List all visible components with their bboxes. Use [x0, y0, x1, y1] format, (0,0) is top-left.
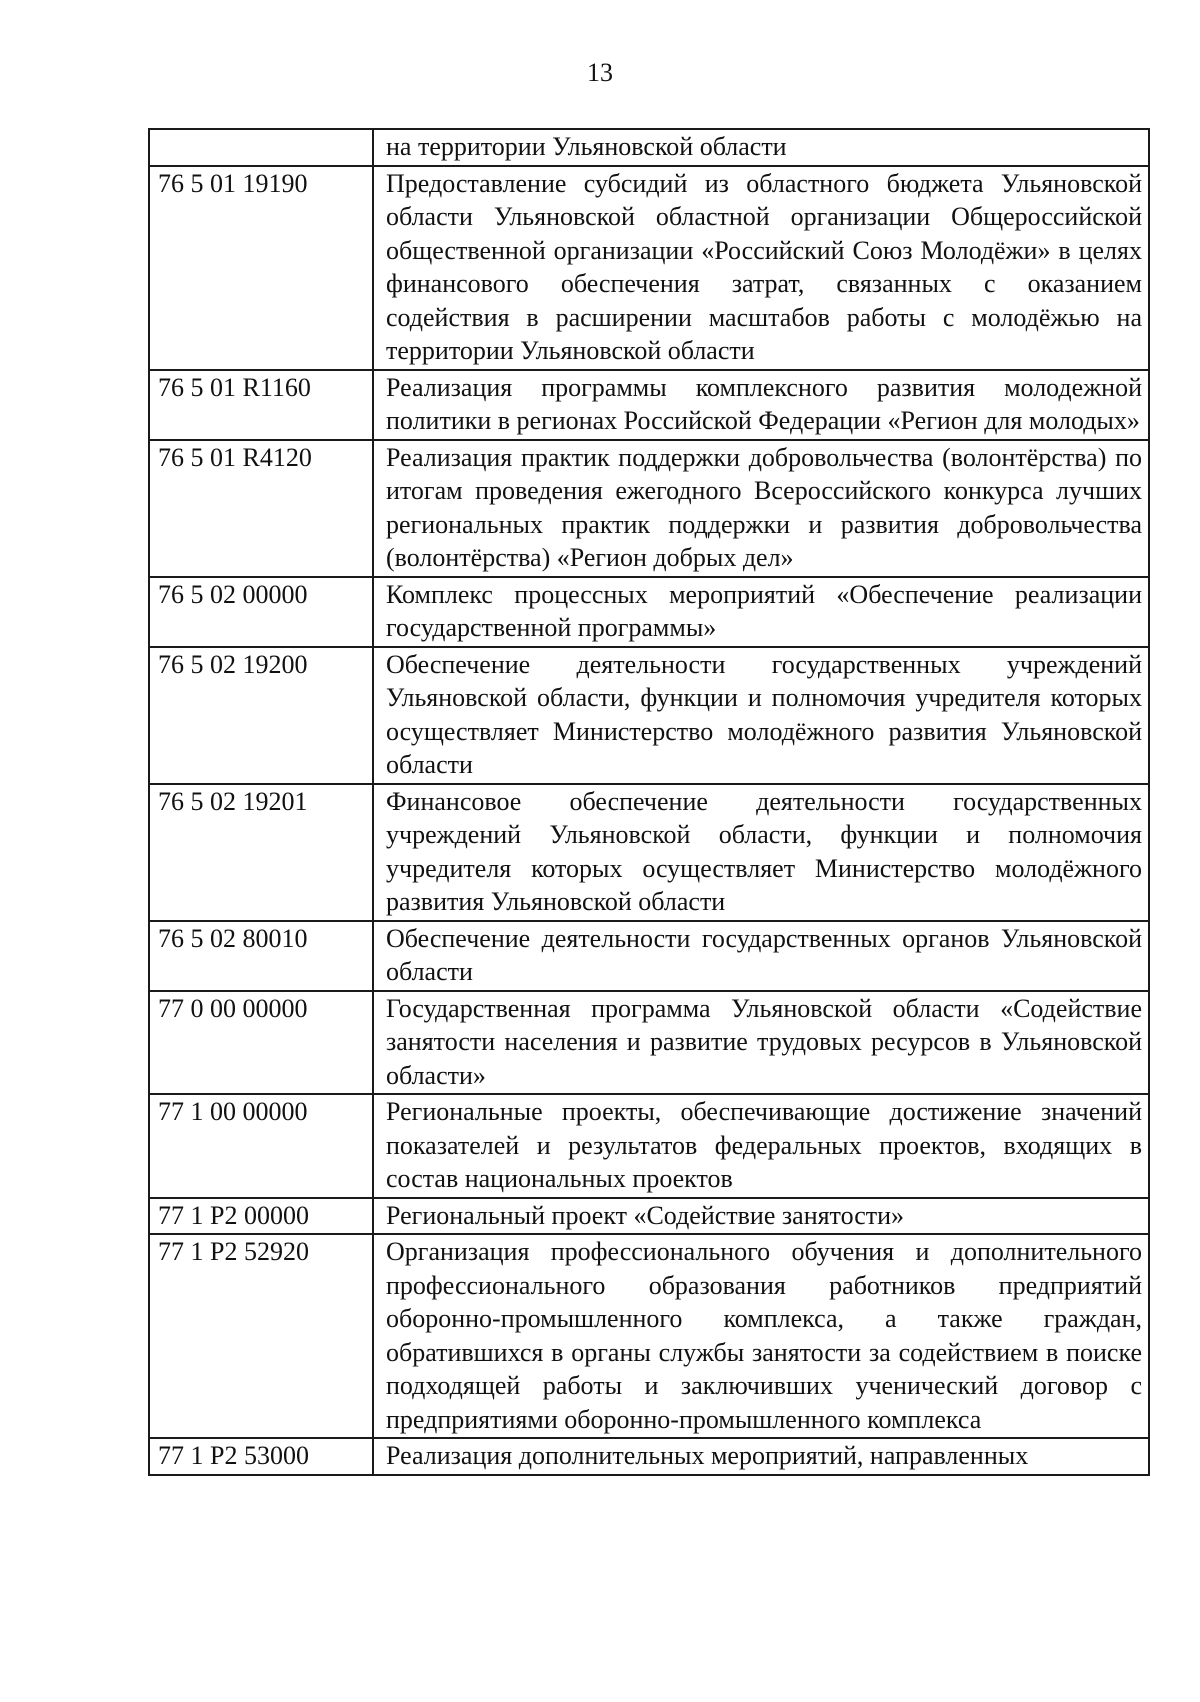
- code-cell: 76 5 01 R1160: [149, 370, 373, 440]
- description-cell: Реализация дополнительных мероприятий, направленных: [373, 1438, 1149, 1475]
- description-cell: Предоставление субсидий из областного бюджета Ульяновской области Ульяновской областной организации Общероссийской общественной организации «Российский Союз Молодёжи» в целях финансового обеспечения затрат, связанных с оказанием содействия в расширении масштабов работы с молодёжью на территории Ульяновской области: [373, 166, 1149, 370]
- description-cell: Реализация практик поддержки добровольчества (волонтёрства) по итогам проведения ежегодного Всероссийского конкурса лучших региональных практик поддержки и развития добровольчества (волонтёрства) «Регион добрых дел»: [373, 440, 1149, 577]
- description-cell: Реализация программы комплексного развития молодежной политики в регионах Российской Федерации «Регион для молодых»: [373, 370, 1149, 440]
- table-row: [149, 577, 1149, 647]
- code-cell: 76 5 02 00000: [149, 577, 373, 647]
- code-cell: 76 5 01 R4120: [149, 440, 373, 577]
- table-row: [149, 440, 1149, 577]
- page-number: 13: [587, 58, 613, 87]
- description-cell: Организация профессионального обучения и дополнительного профессионального образования работников предприятий оборонно-промышленного комплекса, а также граждан, обратившихся в органы службы занятости за содействием в поиске подходящей работы и заключивших ученический договор с предприятиями оборонно-промышленного комплекса: [373, 1234, 1149, 1438]
- description-cell: Региональный проект «Содействие занятости»: [373, 1198, 1149, 1235]
- table-row: [149, 991, 1149, 1095]
- description-cell: Обеспечение деятельности государственных учреждений Ульяновской области, функции и полномочия учредителя которых осуществляет Министерство молодёжного развития Ульяновской области: [373, 647, 1149, 784]
- table-row: [149, 166, 1149, 370]
- code-cell: 77 1 Р2 52920: [149, 1234, 373, 1438]
- code-cell: 77 1 00 00000: [149, 1094, 373, 1198]
- code-cell: [149, 129, 373, 166]
- code-cell: 76 5 01 19190: [149, 166, 373, 370]
- table-row: [149, 1198, 1149, 1235]
- description-cell: Финансовое обеспечение деятельности государственных учреждений Ульяновской области, функции и полномочия учредителя которых осуществляет Министерство молодёжного развития Ульяновской области: [373, 784, 1149, 921]
- description-cell: Комплекс процессных мероприятий «Обеспечение реализации государственной программы»: [373, 577, 1149, 647]
- table-row: [149, 370, 1149, 440]
- code-cell: 76 5 02 80010: [149, 921, 373, 991]
- table-row: [149, 647, 1149, 784]
- description-cell: Обеспечение деятельности государственных органов Ульяновской области: [373, 921, 1149, 991]
- code-cell: 77 1 Р2 53000: [149, 1438, 373, 1475]
- table-row: [149, 921, 1149, 991]
- budget-classification-table: [148, 128, 1150, 1476]
- description-cell: Государственная программа Ульяновской области «Содействие занятости населения и развитие трудовых ресурсов в Ульяновской области»: [373, 991, 1149, 1095]
- table-row: [149, 129, 1149, 166]
- code-cell: 76 5 02 19201: [149, 784, 373, 921]
- code-cell: 77 0 00 00000: [149, 991, 373, 1095]
- table-row: [149, 784, 1149, 921]
- table-row: [149, 1438, 1149, 1475]
- description-cell: на территории Ульяновской области: [373, 129, 1149, 166]
- description-cell: Региональные проекты, обеспечивающие достижение значений показателей и результатов федеральных проектов, входящих в состав национальных проектов: [373, 1094, 1149, 1198]
- table-row: [149, 1094, 1149, 1198]
- table-row: [149, 1234, 1149, 1438]
- code-cell: 77 1 Р2 00000: [149, 1198, 373, 1235]
- code-cell: 76 5 02 19200: [149, 647, 373, 784]
